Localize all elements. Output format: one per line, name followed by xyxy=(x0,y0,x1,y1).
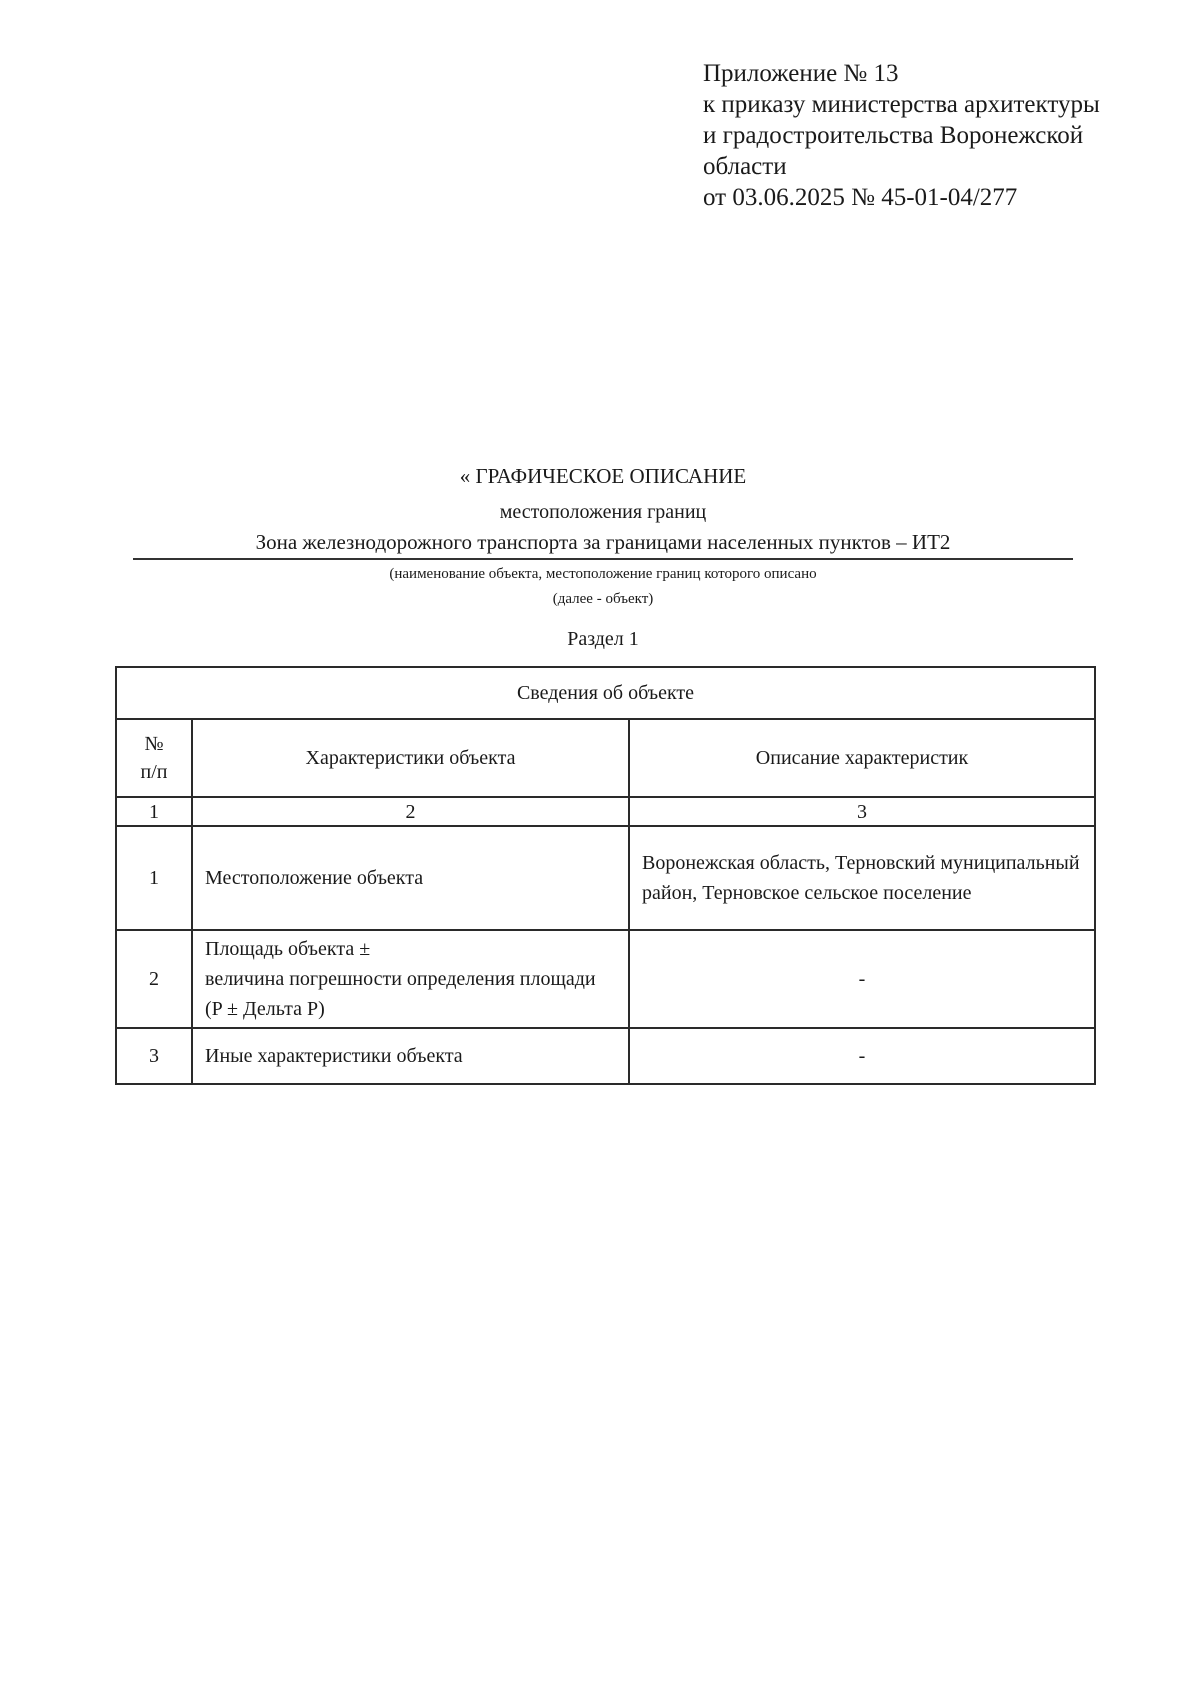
document-subtitle: местоположения границ xyxy=(499,501,707,523)
table-row xyxy=(116,826,1095,930)
appendix-line: Приложение № 13 xyxy=(703,60,899,87)
table-caption: Сведения об объекте xyxy=(116,667,1095,719)
row-characteristic: Местоположение объекта xyxy=(192,826,629,930)
appendix-line: к приказу министерства архитектуры xyxy=(703,91,1100,118)
column-number-row xyxy=(116,797,1095,826)
column-number: 1 xyxy=(116,797,192,826)
column-number: 3 xyxy=(629,797,1095,826)
table-row xyxy=(116,930,1095,1028)
row-description: - xyxy=(629,1028,1095,1084)
object-name-underline xyxy=(133,558,1073,560)
object-name: Зона железнодорожного транспорта за границами населенных пунктов – ИТ2 xyxy=(255,530,951,554)
row-characteristic-line: величина погрешности определения площади (P ± Дельта P) xyxy=(205,968,596,1020)
appendix-line: от 03.06.2025 № 45-01-04/277 xyxy=(703,184,1018,211)
header-description: Описание характеристик xyxy=(629,719,1095,797)
object-name-note: (далее - объект) xyxy=(552,591,654,607)
header-number-abbrev: п/п xyxy=(140,761,168,783)
column-number: 2 xyxy=(192,797,629,826)
appendix-line: области xyxy=(703,153,787,180)
object-info-table xyxy=(115,666,1096,1085)
row-number: 1 xyxy=(116,826,192,930)
header-characteristics: Характеристики объекта xyxy=(192,719,629,797)
table-header-row xyxy=(116,719,1095,797)
section-label: Раздел 1 xyxy=(567,628,639,650)
row-characteristic-line: Площадь объекта ± xyxy=(205,938,371,960)
appendix-block xyxy=(703,58,1173,213)
header-number xyxy=(116,719,192,797)
document-title: « ГРАФИЧЕСКОЕ ОПИСАНИЕ xyxy=(459,464,747,488)
appendix-line: и градостроительства Воронежской xyxy=(703,122,1084,149)
row-number: 2 xyxy=(116,930,192,1028)
row-characteristic xyxy=(192,930,629,1028)
row-description: - xyxy=(629,930,1095,1028)
row-description: Воронежская область, Терновский муниципальный район, Терновское сельское поселение xyxy=(629,826,1095,930)
table-row xyxy=(116,1028,1095,1084)
header-number-symbol: № xyxy=(144,733,164,755)
row-characteristic: Иные характеристики объекта xyxy=(192,1028,629,1084)
object-name-note: (наименование объекта, местоположение границ которого описано xyxy=(389,566,817,582)
row-number: 3 xyxy=(116,1028,192,1084)
